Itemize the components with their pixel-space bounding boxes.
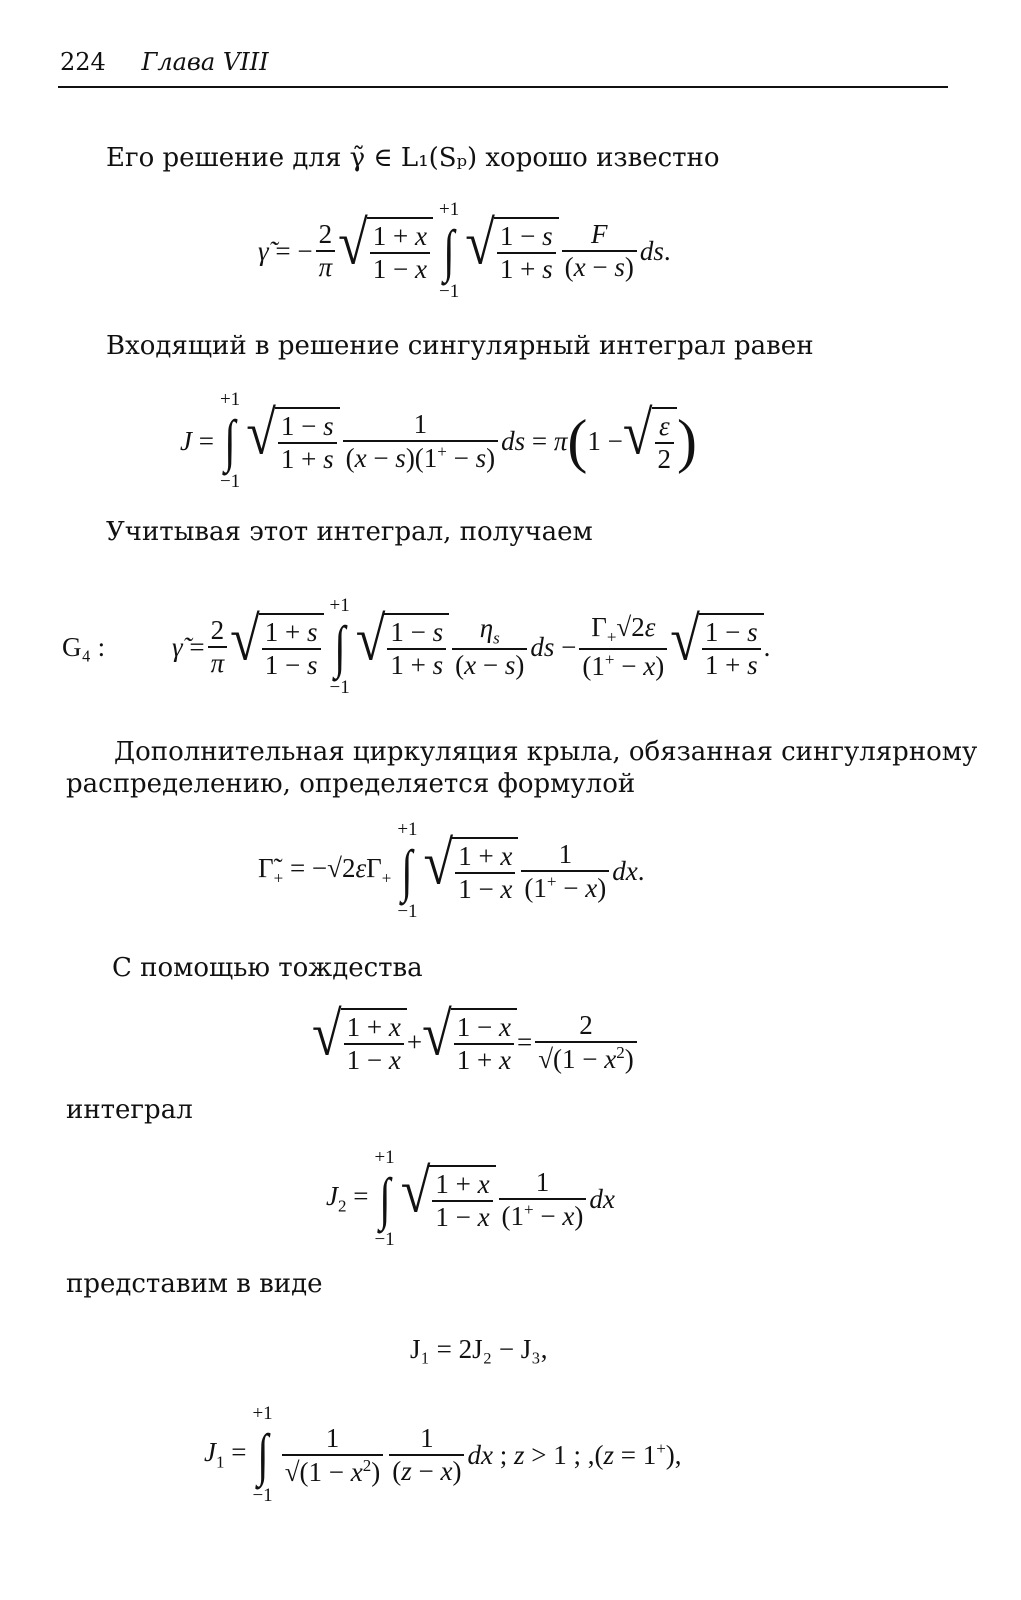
equation-j2: $J_2$ = +1 ∫ −1 √ $\frac{1 + x}{1 - x}$ $\frac{1}{(1^+ - x)}$ dx <box>326 1147 615 1250</box>
equation-gamma-plus: $\Gammã_+ = -√2\varepsilon\Gamma_+$ +1 ∫ −1 √ $\frac{1 + x}{1 - x}$ $\frac{1}{(1^+ - x)}$ dx. <box>258 819 645 922</box>
equation-gamma: γ̃ = − $\frac{2}{\pi}$ √ $\frac{1 + x}{1 - x}$ +1 ∫ −1 √ $\frac{1 - s}{1 + s}$ $\frac{F}{(x - s)}$ ds. <box>258 199 671 302</box>
equation-identity: √ $\frac{1 + x}{1 - x}$ + √ $\frac{1 - x}{1 + x}$ = $\frac{2}{√(1 - x^2)}$ <box>312 1008 640 1076</box>
page-number: 224 <box>60 48 106 76</box>
paragraph-6: интеграл <box>66 1095 193 1125</box>
paragraph-5: С помощью тождества <box>112 953 423 983</box>
paragraph-4-line-2: распределению, определяется формулой <box>66 769 636 799</box>
equation-g4: G₄ : γ̃ = $\frac{2}{\pi}$ √ $\frac{1 + s}{1 - s}$ +1 ∫ −1 √ $\frac{1 - s}{1 + s}$ $\frac{\eta_s}{(x - s)}$ ds − $\frac{\Gamma_+√2\varepsilon}{(1^+ - x)}$ √ $\frac{1 - s}{1 + s}$ . <box>62 595 771 698</box>
paragraph-7: представим в виде <box>66 1269 323 1299</box>
equation-j1-relation: J₁ = 2J₂ − J₃, <box>410 1334 548 1364</box>
chapter-title: Глава VIII <box>141 48 269 76</box>
paragraph-3: Учитывая этот интеграл, получаем <box>106 517 593 547</box>
equation-j1-integral: $J_1$ = +1 ∫ −1 $\frac{1}{√(1 - x^2)}$ $\frac{1}{(z - x)}$ dx ; z > 1 ; ,(z = 1+), <box>204 1403 682 1506</box>
header-rule <box>58 86 948 88</box>
paragraph-1: Его решение для γ̃ ∈ L₁(Sₚ) хорошо известно <box>106 143 720 173</box>
paragraph-4-line-1: Дополнительная циркуляция крыла, обязанная сингулярному <box>114 737 978 767</box>
equation-j: J = +1 ∫ −1 √ $\frac{1 - s}{1 + s}$ $\frac{1}{(x - s)(1^+ - s)}$ ds = π ( 1 − √ $\frac{\varepsilon}{2}$ ) <box>180 389 698 492</box>
paragraph-2: Входящий в решение сингулярный интеграл равен <box>106 331 814 361</box>
page-header <box>60 48 269 76</box>
equation-label-g4: G₄ : <box>62 631 106 662</box>
